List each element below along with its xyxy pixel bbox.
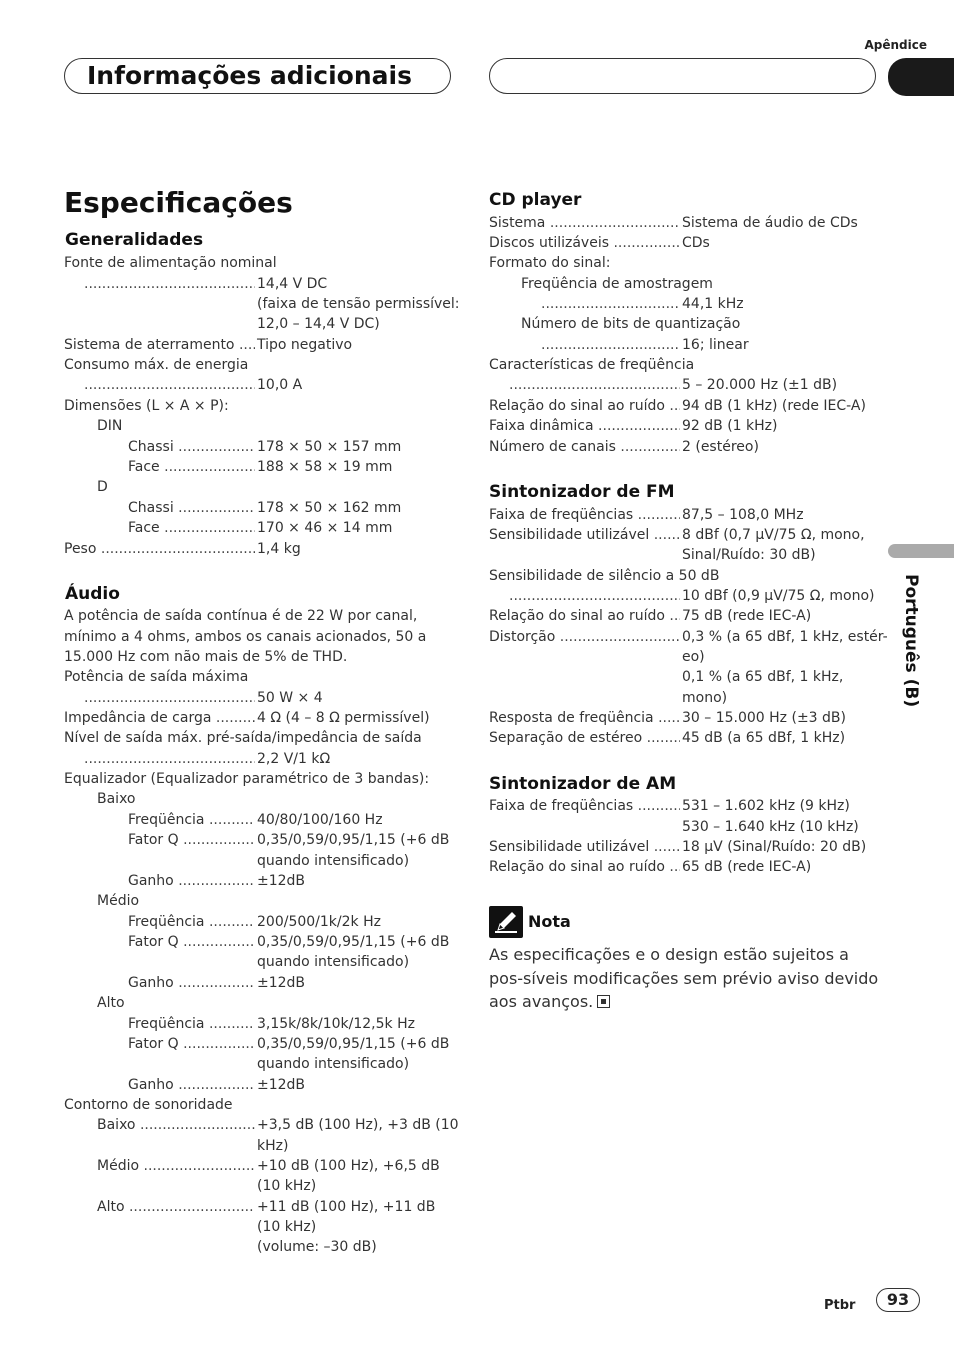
potencia-value: 50 W × 4 — [257, 690, 323, 706]
fm-distorcao-value-1: 0,3 % (a 65 dBf, 1 kHz, estér- — [682, 629, 888, 645]
cd-discos-value: CDs — [682, 235, 710, 251]
alto-q-value-2: quando intensificado) — [257, 1056, 410, 1072]
consumo-label: Consumo máx. de energia — [64, 357, 249, 373]
baixo-freq-label: Freqüência ..... — [128, 810, 255, 830]
contorno-baixo-value-2: kHz) — [257, 1138, 289, 1154]
black-tab-marker — [888, 58, 954, 96]
baixo-q-value-1: 0,35/0,59/0,95/1,15 (+6 dB — [257, 832, 450, 848]
d-chassi-value: 178 × 50 × 162 mm — [257, 500, 402, 516]
contorno-baixo-label: Baixo ..... — [97, 1115, 255, 1135]
peso-value: 1,4 kg — [257, 541, 301, 557]
cd-bits-label: Número de bits de quantização — [521, 316, 741, 332]
alto-q-label: Fator Q ..... — [128, 1034, 255, 1054]
fm-relacao-label: Relação do sinal ao ruído ..... — [489, 606, 680, 626]
fm-distorcao-value-2: eo) — [682, 649, 705, 665]
d-label: D — [97, 479, 108, 495]
medio-q-value-2: quando intensificado) — [257, 954, 410, 970]
audio-intro-3: 15.000 Hz com não mais de 5% de THD. — [64, 649, 348, 665]
contorno-alto-value-2: (10 kHz) — [257, 1219, 317, 1235]
section-title: Informações adicionais — [87, 61, 412, 90]
cd-canais-value: 2 (estéreo) — [682, 439, 759, 455]
cd-discos-label: Discos utilizáveis ..... — [489, 233, 680, 253]
cd-relacao-value: 94 dB (1 kHz) (rede IEC-A) — [682, 398, 866, 414]
gray-tab-marker — [888, 544, 954, 558]
baixo-freq-value: 40/80/100/160 Hz — [257, 812, 383, 828]
fm-separacao-value: 45 dB (a 65 dBf, 1 kHz) — [682, 730, 846, 746]
cd-sistema-label: Sistema ..... — [489, 213, 680, 233]
cd-caracteristicas-dots — [509, 375, 680, 395]
am-sens-value: 18 µV (Sinal/Ruído: 20 dB) — [682, 839, 867, 855]
impedancia-value: 4 Ω (4 – 8 Ω permissível) — [257, 710, 430, 726]
contorno-alto-label: Alto ..... — [97, 1197, 255, 1217]
contorno-label: Contorno de sonoridade — [64, 1097, 233, 1113]
fm-sens-value-1: 8 dBf (0,7 µV/75 Ω, mono, — [682, 527, 865, 543]
fonte-label: Fonte de alimentação nominal — [64, 255, 277, 271]
page-title: Especificações — [64, 186, 293, 219]
medio-freq-value: 200/500/1k/2k Hz — [257, 914, 381, 930]
language-tab — [891, 574, 931, 724]
cd-faixa-label: Faixa dinâmica ..... — [489, 416, 680, 436]
consumo-value: 10,0 A — [257, 377, 303, 393]
am-faixa-value-1: 531 – 1.602 kHz (9 kHz) — [682, 798, 850, 814]
cd-formato-label: Formato do sinal: — [489, 255, 611, 271]
medio-label: Médio — [97, 893, 140, 909]
note-title: Nota — [528, 912, 571, 931]
cd-amostragem-dots — [541, 294, 680, 314]
cd-relacao-label: Relação do sinal ao ruído ..... — [489, 396, 680, 416]
fm-sens-value-2: Sinal/Ruído: 30 dB) — [682, 547, 816, 563]
impedancia-label: Impedância de carga ..... — [64, 708, 255, 728]
din-face-label: Face ..... — [128, 457, 255, 477]
am-sens-label: Sensibilidade utilizável ..... — [489, 837, 680, 857]
fonte-value-1: 14,4 V DC — [257, 276, 328, 292]
cd-sistema-value: Sistema de áudio de CDs — [682, 215, 858, 231]
cd-bits-dots — [541, 335, 680, 355]
baixo-q-value-2: quando intensificado) — [257, 853, 410, 869]
contorno-baixo-value-1: +3,5 dB (100 Hz), +3 dB (10 — [257, 1117, 459, 1133]
cd-amostragem-label: Freqüência de amostragem — [521, 276, 713, 292]
note-text: As especificações e o design estão sujeitos a pos-síveis modificações sem prévio aviso devido aos avanços. — [489, 945, 879, 1011]
contorno-medio-label: Médio ..... — [97, 1156, 255, 1176]
alto-q-value-1: 0,35/0,59/0,95/1,15 (+6 dB — [257, 1036, 450, 1052]
fm-faixa-value: 87,5 – 108,0 MHz — [682, 507, 804, 523]
cd-faixa-value: 92 dB (1 kHz) — [682, 418, 778, 434]
am-heading: Sintonizador de AM — [489, 774, 677, 794]
medio-ganho-value: ±12dB — [257, 975, 306, 991]
din-chassi-value: 178 × 50 × 157 mm — [257, 439, 402, 455]
am-faixa-value-2: 530 – 1.640 kHz (10 kHz) — [682, 819, 859, 835]
am-relacao-value: 65 dB (rede IEC-A) — [682, 859, 812, 875]
fm-silencio-value: 10 dBf (0,9 µV/75 Ω, mono) — [682, 588, 875, 604]
nivel-value: 2,2 V/1 kΩ — [257, 751, 331, 767]
aterramento-label: Sistema de aterramento ..... — [64, 335, 255, 355]
equalizador-label: Equalizador (Equalizador paramétrico de 3 bandas): — [64, 771, 430, 787]
potencia-label: Potência de saída máxima — [64, 669, 249, 685]
cd-heading: CD player — [489, 190, 582, 210]
din-chassi-label: Chassi ..... — [128, 437, 255, 457]
alto-ganho-value: ±12dB — [257, 1077, 306, 1093]
d-chassi-label: Chassi ..... — [128, 498, 255, 518]
medio-q-label: Fator Q ..... — [128, 932, 255, 952]
cd-bits-value: 16; linear — [682, 337, 749, 353]
fonte-value-2: (faixa de tensão permissível: — [257, 296, 460, 312]
note-text-block — [489, 943, 884, 1014]
cd-caracteristicas-value: 5 – 20.000 Hz (±1 dB) — [682, 377, 838, 393]
fm-sens-label: Sensibilidade utilizável ..... — [489, 525, 680, 545]
peso-label: Peso ..... — [64, 539, 255, 559]
audio-intro-1: A potência de saída contínua é de 22 W por canal, — [64, 608, 418, 624]
fm-distorcao-value-3: 0,1 % (a 65 dBf, 1 kHz, — [682, 669, 844, 685]
alto-label: Alto — [97, 995, 125, 1011]
medio-ganho-label: Ganho ..... — [128, 973, 255, 993]
medio-freq-label: Freqüência ..... — [128, 912, 255, 932]
fm-heading: Sintonizador de FM — [489, 482, 675, 502]
baixo-ganho-label: Ganho ..... — [128, 871, 255, 891]
fm-silencio-label: Sensibilidade de silêncio a 50 dB — [489, 568, 720, 584]
fm-relacao-value: 75 dB (rede IEC-A) — [682, 608, 812, 624]
fm-silencio-dots — [509, 586, 680, 606]
end-mark-icon — [597, 995, 610, 1008]
baixo-q-label: Fator Q ..... — [128, 830, 255, 850]
cd-amostragem-value: 44,1 kHz — [682, 296, 744, 312]
note-icon — [489, 906, 523, 938]
language-label: Português (B) — [901, 574, 921, 708]
contorno-medio-value-1: +10 dB (100 Hz), +6,5 dB — [257, 1158, 440, 1174]
contorno-alto-value-3: (volume: –30 dB) — [257, 1239, 377, 1255]
alto-freq-value: 3,15k/8k/10k/12,5k Hz — [257, 1016, 415, 1032]
baixo-label: Baixo — [97, 791, 136, 807]
fm-separacao-label: Separação de estéreo ..... — [489, 728, 680, 748]
alto-freq-label: Freqüência ..... — [128, 1014, 255, 1034]
din-label: DIN — [97, 418, 123, 434]
din-face-value: 188 × 58 × 19 mm — [257, 459, 393, 475]
am-relacao-label: Relação do sinal ao ruído ..... — [489, 857, 680, 877]
medio-q-value-1: 0,35/0,59/0,95/1,15 (+6 dB — [257, 934, 450, 950]
fonte-value-3: 12,0 – 14,4 V DC) — [257, 316, 380, 332]
contorno-medio-value-2: (10 kHz) — [257, 1178, 317, 1194]
audio-heading: Áudio — [65, 584, 120, 604]
audio-intro-2: mínimo a 4 ohms, ambos os canais acionados, 50 a — [64, 629, 427, 645]
fm-distorcao-value-4: mono) — [682, 690, 728, 706]
appendix-label: Apêndice — [864, 38, 927, 52]
fm-faixa-label: Faixa de freqüências ..... — [489, 505, 680, 525]
footer-lang-code: Ptbr — [824, 1298, 856, 1313]
d-face-value: 170 × 46 × 14 mm — [257, 520, 393, 536]
nivel-label: Nível de saída máx. pré-saída/impedância de saída — [64, 730, 422, 746]
fm-distorcao-label: Distorção ..... — [489, 627, 680, 647]
fm-resposta-value: 30 – 15.000 Hz (±3 dB) — [682, 710, 846, 726]
cd-caracteristicas-label: Características de freqüência — [489, 357, 695, 373]
d-face-label: Face ..... — [128, 518, 255, 538]
page-number: 93 — [876, 1288, 920, 1312]
alto-ganho-label: Ganho ..... — [128, 1075, 255, 1095]
am-faixa-label: Faixa de freqüências ..... — [489, 796, 680, 816]
dimensoes-label: Dimensões (L × A × P): — [64, 398, 229, 414]
fm-resposta-label: Resposta de freqüência ..... — [489, 708, 680, 728]
generalidades-heading: Generalidades — [65, 230, 204, 250]
cd-canais-label: Número de canais ..... — [489, 437, 680, 457]
contorno-alto-value-1: +11 dB (100 Hz), +11 dB — [257, 1199, 436, 1215]
aterramento-value: Tipo negativo — [257, 337, 353, 353]
baixo-ganho-value: ±12dB — [257, 873, 306, 889]
